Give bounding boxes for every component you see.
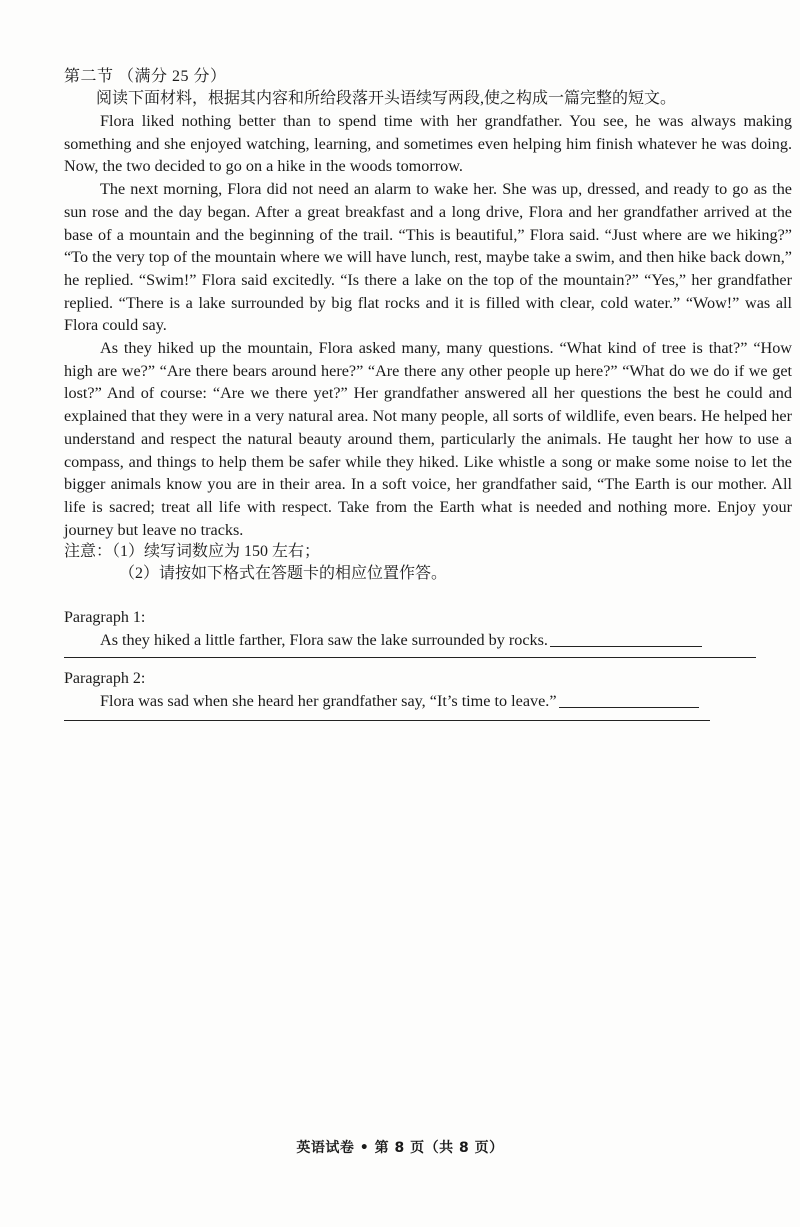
- paragraph-2-blank: [559, 706, 699, 708]
- writing-notes: [64, 541, 792, 585]
- section-instruction: 阅读下面材料，根据其内容和所给段落开头语续写两段,使之构成一篇完整的短文。: [96, 90, 677, 107]
- paragraph-2-starter-line: [64, 690, 792, 712]
- page-footer: 英语试卷 • 第 8 页（共 8 页）: [296, 1140, 504, 1156]
- paragraph-1-starter: As they hiked a little farther, Flora saw the lake surrounded by rocks.: [100, 631, 548, 650]
- answer-format: [64, 607, 792, 721]
- note-answer-format: （2）请按如下格式在答题卡的相应位置作答。: [119, 565, 448, 583]
- paragraph-2-label: Paragraph 2:: [64, 670, 146, 688]
- paragraph-1-label: Paragraph 1:: [64, 609, 146, 627]
- paragraph-2-starter: Flora was sad when she heard her grandfather say, “It’s time to leave.”: [100, 692, 557, 711]
- paragraph-1-blank: [550, 645, 702, 647]
- page-content: [64, 66, 792, 721]
- passage-paragraph-1: Flora liked nothing better than to spend time with her grandfather. You see, he was always making something and she enjoyed watching, learning, and sometimes even helping him finish whatever he was doing. Now, the two decided to go on a hike in the woods tomorrow.: [64, 112, 792, 176]
- passage-paragraph-2: The next morning, Flora did not need an alarm to wake her. She was up, dressed, and ready to go as the sun rose and the day began. After a great breakfast and a long drive, Flora and her grandfather arrived at the base of a mountain and the beginning of the trail. “This is beautiful,” Flora said. “Just where are we hiking?” “To the very top of the mountain where we will have lunch, rest, maybe take a swim, and then hike back down,” he replied. “Swim!” Flora said excitedly. “Is there a lake on the top of the mountain?” “Yes,” her grandfather replied. “There is a lake surrounded by big flat rocks and it is filled with clear, cold water.” “Wow!” was all Flora could say.: [64, 180, 792, 335]
- passage-paragraph-3: As they hiked up the mountain, Flora asked many, many questions. “What kind of tree is that?” “How high are we?” “Are there bears around here?” “Are there any other people up here?” “What do we do if we get lost?” And of course: “Are we there yet?” Her grandfather answered all her questions the best he could and explained that they were in a very natural area. Not many people, all sorts of wildlife, even bears. He helped her understand and respect the natural beauty around them, particularly the animals. He taught her how to use a compass, and things to help them be safer while they hiked. Like whistle a song or make some noise to let the bigger animals know you are in their area. In a soft voice, her grandfather said, “The Earth is our mother. All life is sacred; treat all life with respect. Take from the Earth what is needed and nothing more. Enjoy your journey but leave no tracks.: [64, 339, 792, 539]
- paragraph-1-starter-line: [64, 629, 792, 651]
- paragraph-2-answer-rule: [64, 720, 710, 721]
- note-word-count: 注意：（1）续写词数应为 150 左右；: [64, 543, 321, 561]
- section-title: 第二节 （满分 25 分）: [64, 68, 227, 85]
- reading-passage: [64, 110, 792, 541]
